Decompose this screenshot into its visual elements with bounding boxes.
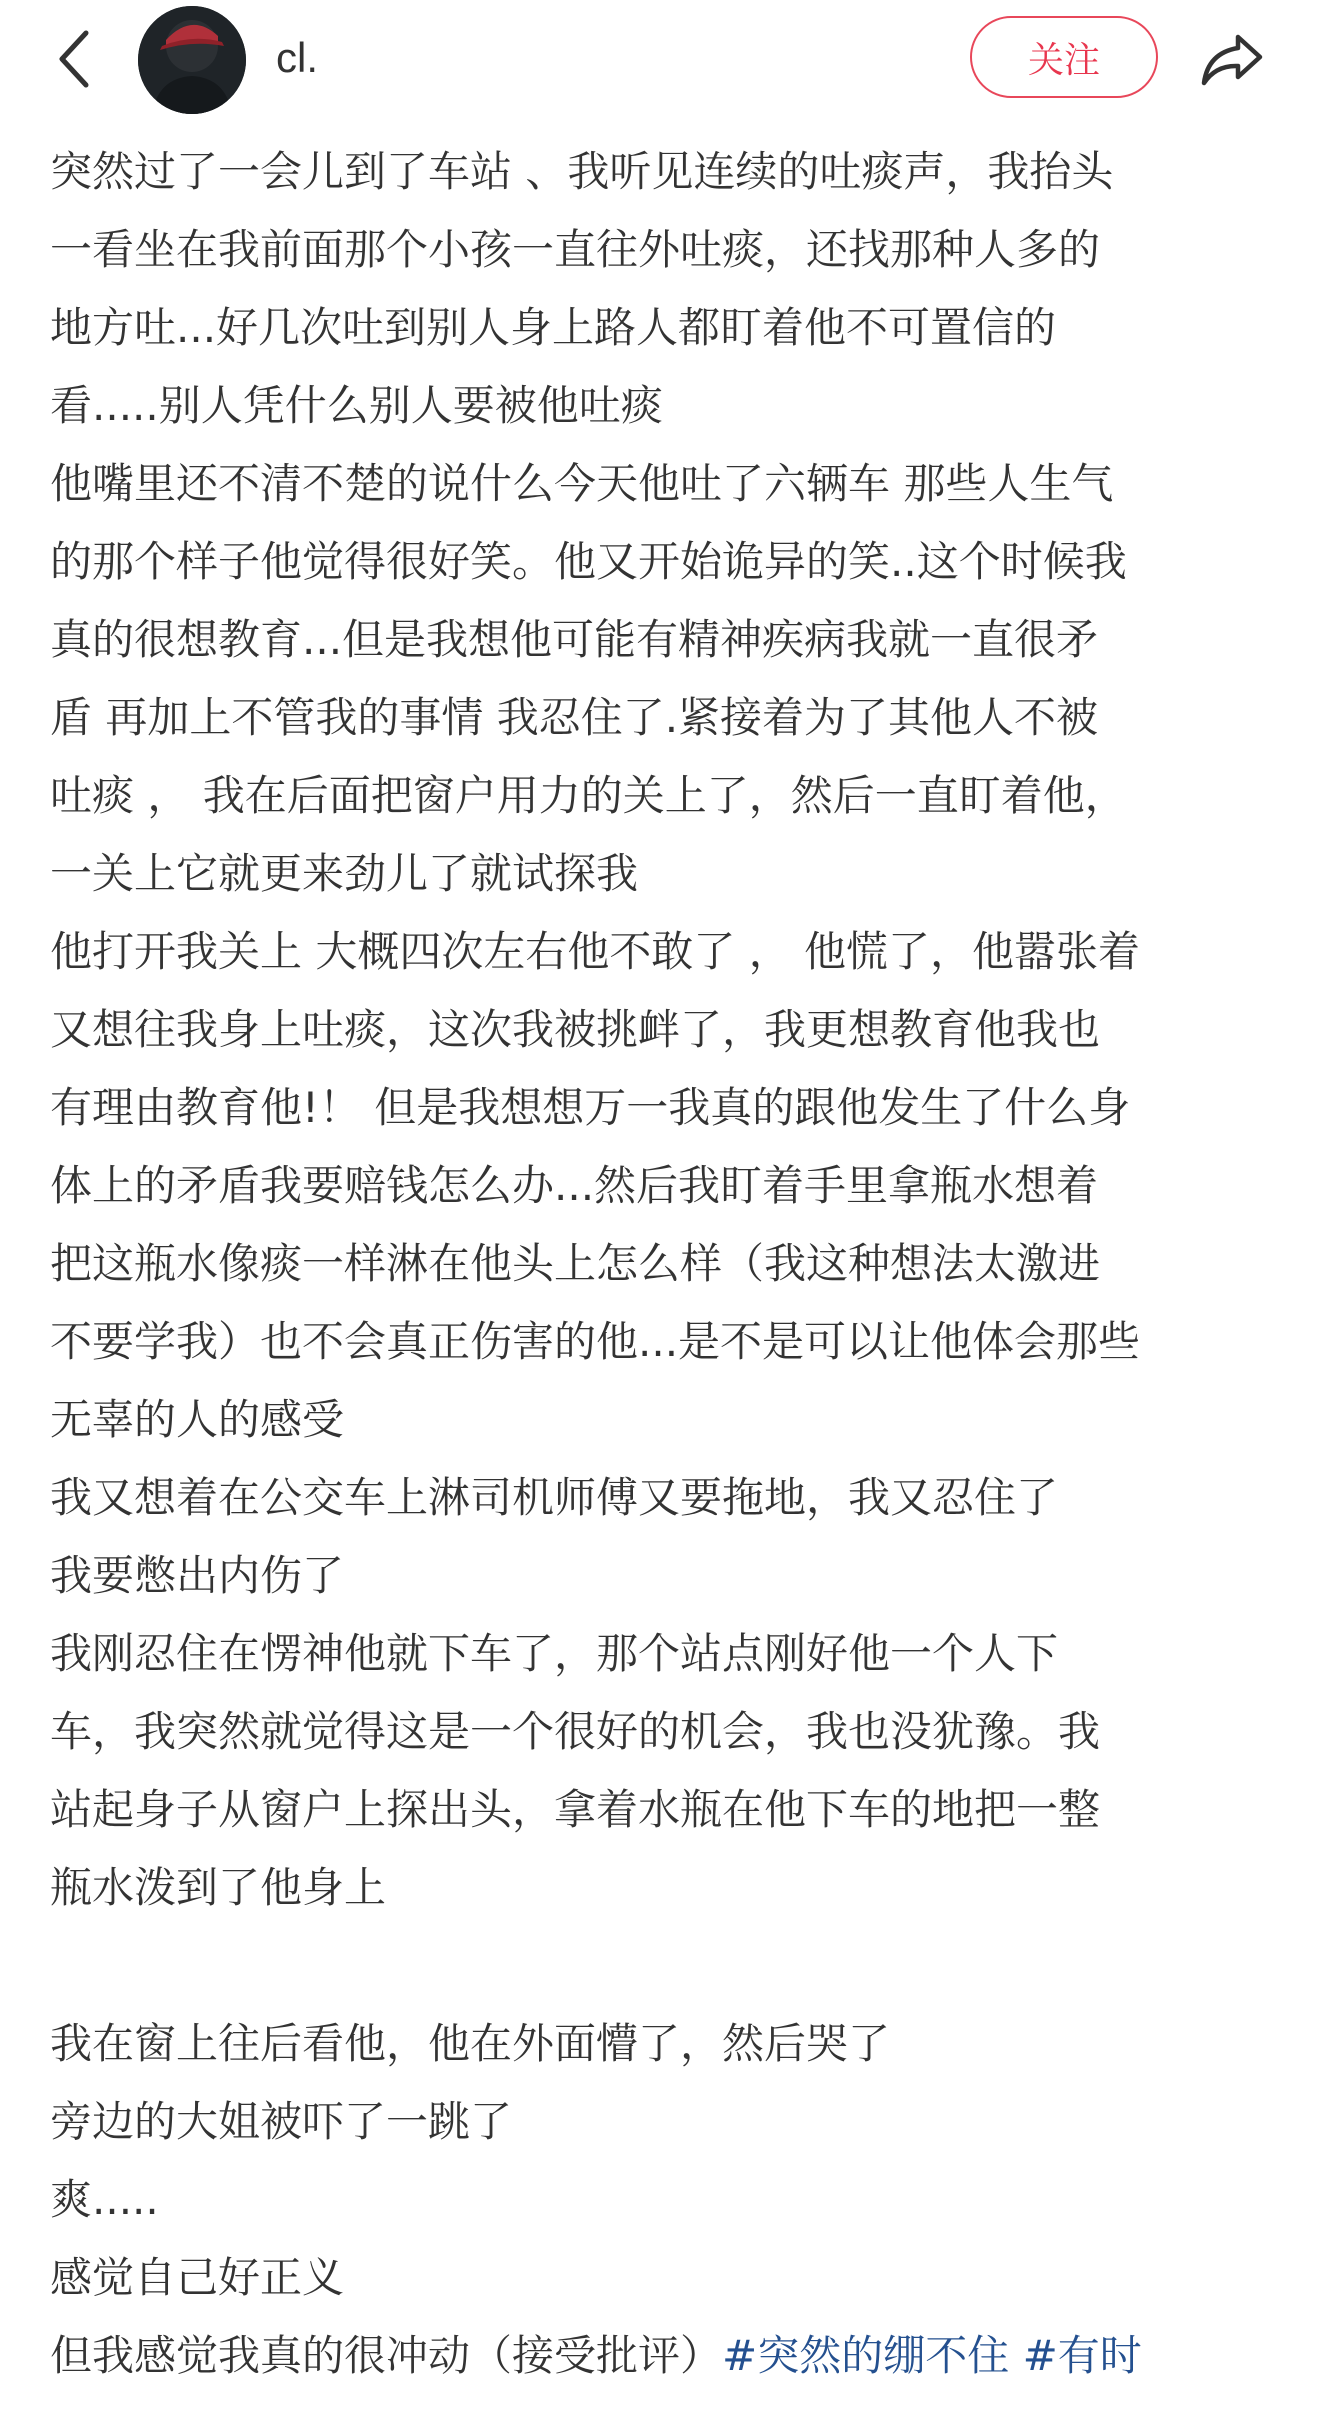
post-line: 我在窗上往后看他，他在外面懵了，然后哭了	[50, 2019, 891, 2068]
post-line: 的那个样子他觉得很好笑。他又开始诡异的笑..这个时候我	[50, 537, 1127, 586]
post-line: 车，我突然就觉得这是一个很好的机会，我也没犹豫。我	[50, 1707, 1101, 1756]
post-line: 吐痰 ， 我在后面把窗户用力的关上了，然后一直盯着他，	[50, 771, 1127, 820]
avatar-image	[138, 6, 246, 114]
post-line: 看.....别人凭什么别人要被他吐痰	[50, 381, 663, 430]
post-line: 体上的矛盾我要赔钱怎么办...然后我盯着手里拿瓶水想着	[50, 1161, 1099, 1210]
share-button[interactable]	[1196, 24, 1268, 94]
back-button[interactable]	[46, 24, 102, 94]
post-line: 一看坐在我前面那个小孩一直往外吐痰，还找那种人多的	[50, 225, 1101, 274]
hashtag-link[interactable]: #有时	[1022, 2331, 1142, 2380]
follow-button[interactable]: 关注	[970, 16, 1158, 98]
post-line: 站起身子从窗户上探出头，拿着水瓶在他下车的地把一整	[50, 1785, 1101, 1834]
post-line: 感觉自己好正义	[50, 2253, 345, 2302]
post-line: 一关上它就更来劲儿了就试探我	[50, 849, 639, 898]
post-line: 真的很想教育...但是我想他可能有精神疾病我就一直很矛	[50, 615, 1099, 664]
username[interactable]: cl.	[276, 34, 318, 81]
post-line: 旁边的大姐被吓了一跳了	[50, 2097, 513, 2146]
post-line: 又想往我身上吐痰，这次我被挑衅了，我更想教育他我也	[50, 1005, 1101, 1054]
post-line: 有理由教育他!！ 但是我想想万一我真的跟他发生了什么身	[50, 1083, 1131, 1132]
post-last-line	[50, 2317, 1300, 2395]
avatar[interactable]	[138, 6, 246, 114]
post-line: 不要学我）也不会真正伤害的他...是不是可以让他体会那些	[50, 1317, 1141, 1366]
post-line: 我要憋出内伤了	[50, 1551, 345, 1600]
post-line: 他打开我关上 大概四次左右他不敢了 ， 他慌了，他嚣张着	[50, 927, 1141, 976]
post-line: 把这瓶水像痰一样淋在他头上怎么样（我这种想法太激进	[50, 1239, 1101, 1288]
post-line: 我又想着在公交车上淋司机师傅又要拖地，我又忍住了	[50, 1473, 1059, 1522]
post-blank-line	[50, 1927, 1300, 2005]
post-line: 瓶水泼到了他身上	[50, 1863, 387, 1912]
post-body	[50, 133, 1300, 2395]
post-line: 他嘴里还不清不楚的说什么今天他吐了六辆车 那些人生气	[50, 459, 1114, 508]
post-header	[0, 0, 1320, 118]
post-line: 无辜的人的感受	[50, 1395, 345, 1444]
post-line: 爽.....	[50, 2175, 159, 2224]
post-line: 我刚忍住在愣神他就下车了，那个站点刚好他一个人下	[50, 1629, 1059, 1678]
chevron-left-icon	[54, 27, 94, 91]
post-line: 盾 再加上不管我的事情 我忍住了.紧接着为了其他人不被	[50, 693, 1099, 742]
post-line: 地方吐...好几次吐到别人身上路人都盯着他不可置信的	[50, 303, 1057, 352]
share-arrow-icon	[1198, 29, 1266, 89]
post-line: 突然过了一会儿到了车站 、我听见连续的吐痰声，我抬头	[50, 147, 1114, 196]
hashtag-link[interactable]: #突然的绷不住	[722, 2331, 1010, 2380]
post-line-text: 但我感觉我真的很冲动（接受批评）	[50, 2331, 723, 2380]
